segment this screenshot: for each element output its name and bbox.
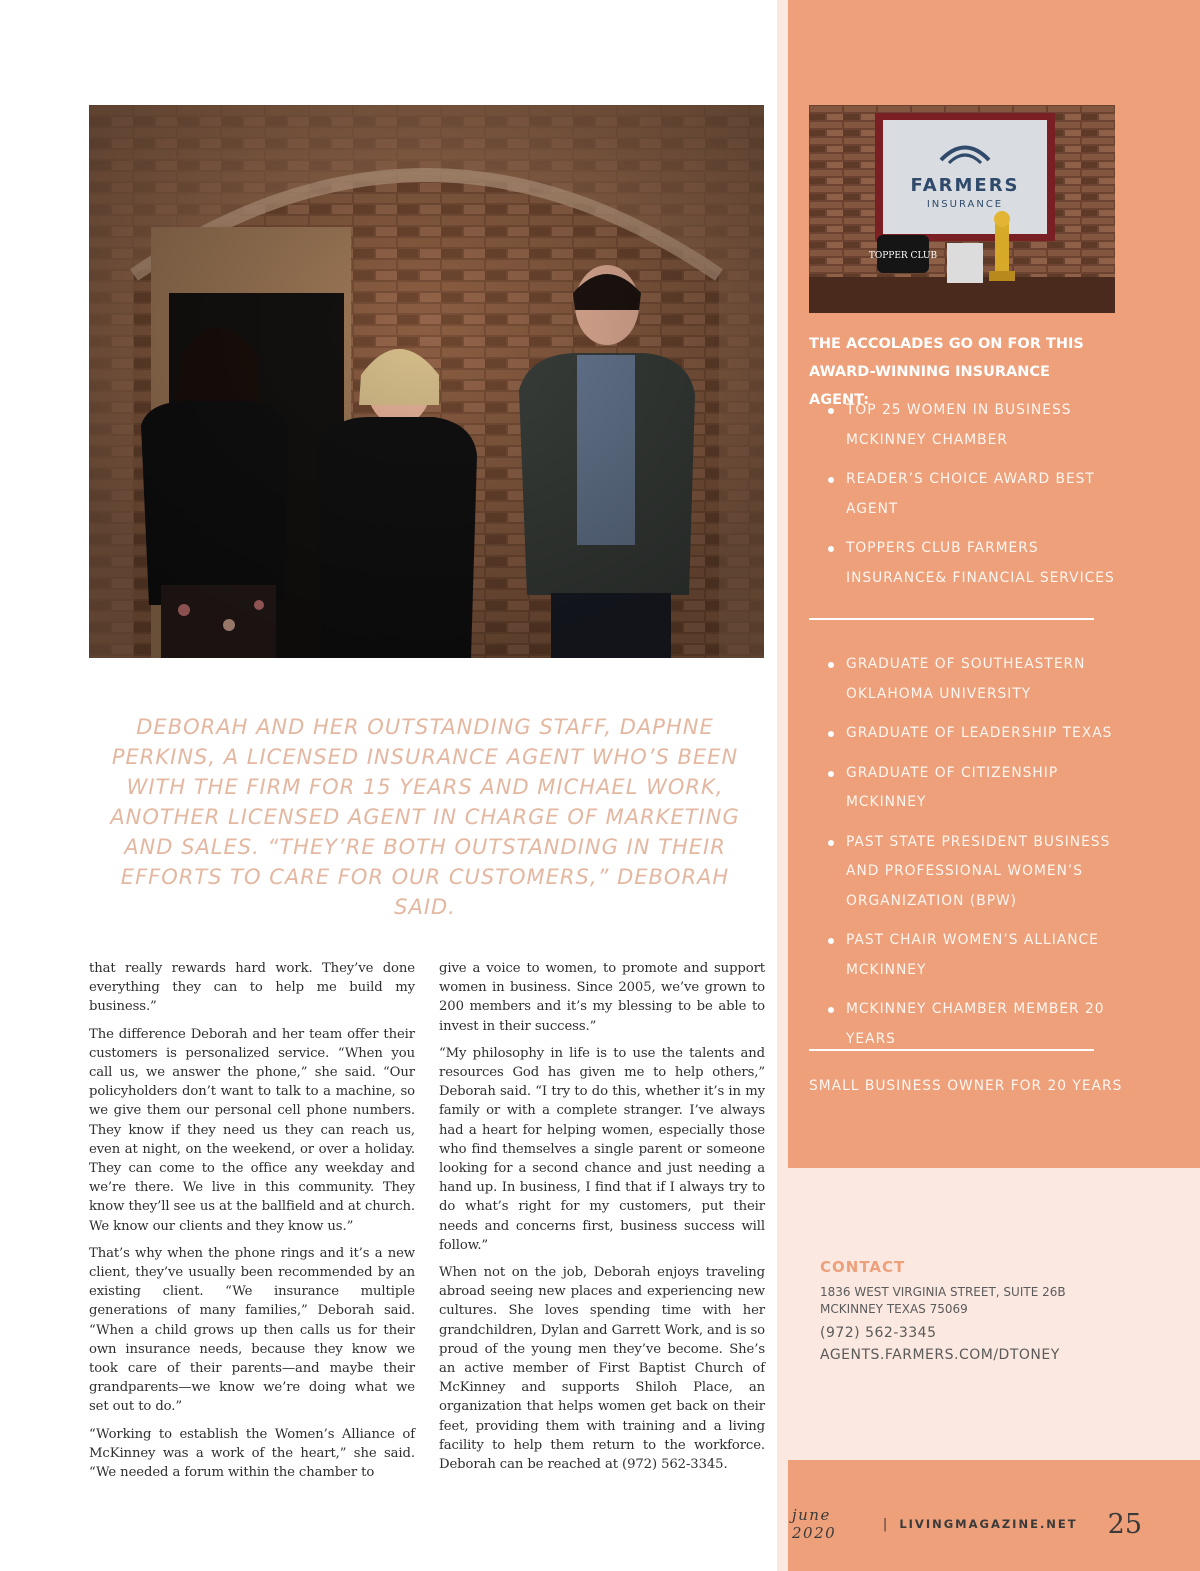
contact-phone: (972) 562-3345 (820, 1325, 937, 1341)
accolades-list-awards (828, 396, 1118, 603)
sign-brand-text: FARMERS (910, 175, 1020, 196)
small-business-note: SMALL BUSINESS OWNER FOR 20 YEARS (809, 1078, 1123, 1094)
accolades-list-education (828, 650, 1118, 1064)
paragraph: that really rewards hard work. They’ve done everything they can to help me build my business.” (89, 961, 415, 1015)
contact-heading: CONTACT (820, 1258, 906, 1276)
contact-address (820, 1284, 1066, 1318)
plaque-text: TOPPER CLUB (868, 251, 938, 261)
list-item: PAST STATE PRESIDENT BUSINESS AND PROFESSIONAL WOMEN’S ORGANIZATION (BPW) (828, 828, 1118, 917)
divider (809, 618, 1094, 620)
farmers-sign-photo (809, 105, 1115, 313)
staff-photo (89, 105, 764, 658)
list-item: GRADUATE OF SOUTHEASTERN OKLAHOMA UNIVERSITY (828, 650, 1118, 709)
article-column-right (439, 959, 765, 1482)
address-line: MCKINNEY TEXAS 75069 (820, 1302, 968, 1316)
photo-caption-quote: DEBORAH AND HER OUTSTANDING STAFF, DAPHNE PERKINS, A LICENSED INSURANCE AGENT WHO’S BEEN WITH THE FIRM FOR 15 YEARS AND MICHAEL WORK, ANOTHER LICENSED AGENT IN CHARGE OF MARKETING AND SALES. “THEY’RE BOTH OUTSTANDING IN THEIR EFFORTS TO CARE FOR OUR CUSTOMERS,” DEBORAH SAID. (110, 715, 740, 919)
list-item: READER’S CHOICE AWARD BEST AGENT (828, 465, 1118, 524)
issue-date: june 2020 (792, 1506, 837, 1542)
list-item: MCKINNEY CHAMBER MEMBER 20 YEARS (828, 995, 1118, 1054)
footer-separator: | (882, 1516, 888, 1532)
page-number: 25 (1107, 1508, 1142, 1540)
paragraph: The difference Deborah and her team offer their customers is personalized service. “When you call us, we answer the phone,” she said. “Our policyholders don’t want to talk to a machine, so we give them our personal cell phone numbers. They know if they need us they can reach us, even at night, on the weekend, or over a holiday. They can come to the office any weekday and we’re there. We live in this community. They know they’ll see us at the ballfield and at church. We know our clients and they know us.” (89, 1026, 415, 1234)
magazine-website-link[interactable]: LIVINGMAGAZINE.NET (899, 1517, 1078, 1531)
list-item: GRADUATE OF LEADERSHIP TEXAS (828, 719, 1118, 749)
list-item: TOPPERS CLUB FARMERS INSURANCE& FINANCIAL SERVICES (828, 534, 1118, 593)
paragraph: “My philosophy in life is to use the talents and resources God has given me to help others,” Deborah said. “I try to do this, whether it’s in my family or with a complete stranger. I’ve always had a heart for helping women, especially those who find themselves a single parent or someone looking for a second chance and just needing a hand up. In business, I find that if I always try to do what’s right for my customers, put their needs and concerns first, business success will follow.” (439, 1045, 765, 1253)
paragraph: “Working to establish the Women’s Alliance of McKinney was a work of the heart,” she said. “We needed a forum within the chamber to (89, 1426, 415, 1481)
address-line: 1836 WEST VIRGINIA STREET, SUITE 26B (820, 1285, 1066, 1299)
page-footer (792, 1508, 1142, 1540)
divider (809, 1049, 1094, 1051)
paragraph: That’s why when the phone rings and it’s a new client, they’ve usually been recommended by an existing client. “We insurance multiple generations of many families,” Deborah said. “When a child grows up then calls us for their own insurance needs, because they know we took care of their parents—and maybe their grandparents—we know we’re doing what we set out to do.” (89, 1245, 415, 1415)
paragraph: give a voice to women, to promote and support women in business. Since 2005, we’ve grown to 200 members and it’s my blessing to be able to invest in their success.” (439, 961, 765, 1034)
sign-sub-text: INSURANCE (926, 199, 1004, 210)
list-item: PAST CHAIR WOMEN’S ALLIANCE MCKINNEY (828, 926, 1118, 985)
article-column-left (89, 959, 415, 1490)
list-item: TOP 25 WOMEN IN BUSINESS MCKINNEY CHAMBER (828, 396, 1118, 455)
list-item: GRADUATE OF CITIZENSHIP MCKINNEY (828, 759, 1118, 818)
contact-website-link[interactable]: AGENTS.FARMERS.COM/DTONEY (820, 1347, 1060, 1363)
paragraph: When not on the job, Deborah enjoys traveling abroad seeing new places and experiencing new cultures. She loves spending time with her grandchildren, Dylan and Garrett Work, and is so proud of the young men they’ve become. She’s an active member of First Baptist Church of McKinney and supports Shiloh Place, an organization that helps women get back on their feet, providing them with training and a living facility to help them return to the workforce. Deborah can be reached at (972) 562-3345. (439, 1265, 766, 1473)
sidebar-edge-strip (777, 0, 788, 1571)
accolades-heading: THE ACCOLADES GO ON FOR THIS AWARD-WINNING INSURANCE AGENT: (809, 336, 1084, 408)
